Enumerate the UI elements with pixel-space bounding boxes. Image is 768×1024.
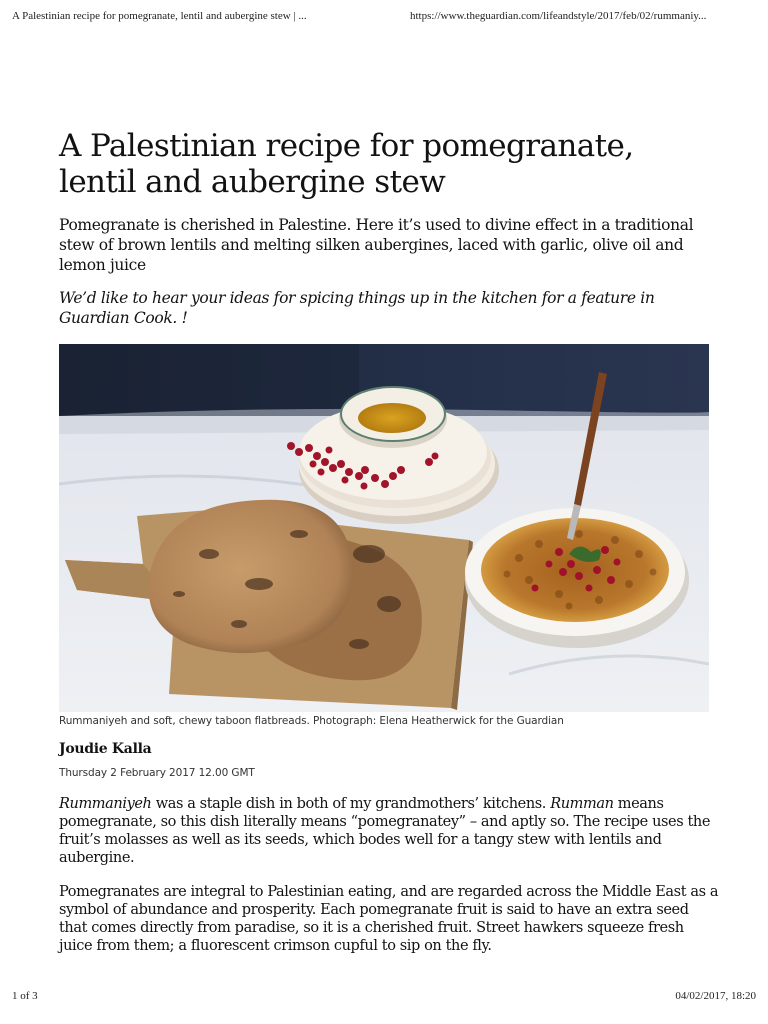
article-standfirst: Pomegranate is cherished in Palestine. Here it’s used to divine effect in a traditional stew of brown lentils and melting silken aubergines, laced with garlic, olive oil and lemon juice xyxy=(59,216,694,274)
publish-date: Thursday 2 February 2017 12.00 GMT xyxy=(59,767,255,779)
print-footer xyxy=(12,990,756,1004)
emphasis-text: Rumman xyxy=(550,796,614,812)
article-photo xyxy=(59,344,709,712)
body-paragraph xyxy=(59,795,719,867)
print-timestamp: 04/02/2017, 18:20 xyxy=(675,990,756,1002)
emphasis-text: Rummaniyeh xyxy=(59,796,152,812)
print-page-title: A Palestinian recipe for pomegranate, lentil and aubergine stew | ... xyxy=(12,10,307,22)
article-headline: A Palestinian recipe for pomegranate, lentil and aubergine stew xyxy=(59,128,634,200)
print-page-url[interactable]: https://www.theguardian.com/lifeandstyle/2017/feb/02/rummaniy... xyxy=(410,10,707,22)
body-text: was a staple dish in both of my grandmothers’ kitchens. xyxy=(151,796,551,812)
body-text: means pomegranate, so this dish literally means “pomegranatey” – and aptly so. The recipe uses the fruit’s molasses as well as its seeds, which bodes well for a tangy stew with lentils and aubergine. xyxy=(59,796,711,866)
photo-caption: Rummaniyeh and soft, chewy taboon flatbreads. Photograph: Elena Heatherwick for the Guardian xyxy=(59,715,564,727)
page-number: 1 of 3 xyxy=(12,990,38,1002)
author-byline[interactable]: Joudie Kalla xyxy=(59,741,152,757)
print-header xyxy=(12,10,756,24)
article-callout[interactable]: We’d like to hear your ideas for spicing things up in the kitchen for a feature in Guardian Cook. ! xyxy=(59,289,655,327)
body-paragraph: Pomegranates are integral to Palestinian eating, and are regarded across the Middle East as a symbol of abundance and prosperity. Each pomegranate fruit is said to have an extra seed that comes directly from paradise, so it is a cherished fruit. Street hawkers squeeze fresh juice from them; a fluorescent crimson cupful to sip on the fly. xyxy=(59,884,719,954)
